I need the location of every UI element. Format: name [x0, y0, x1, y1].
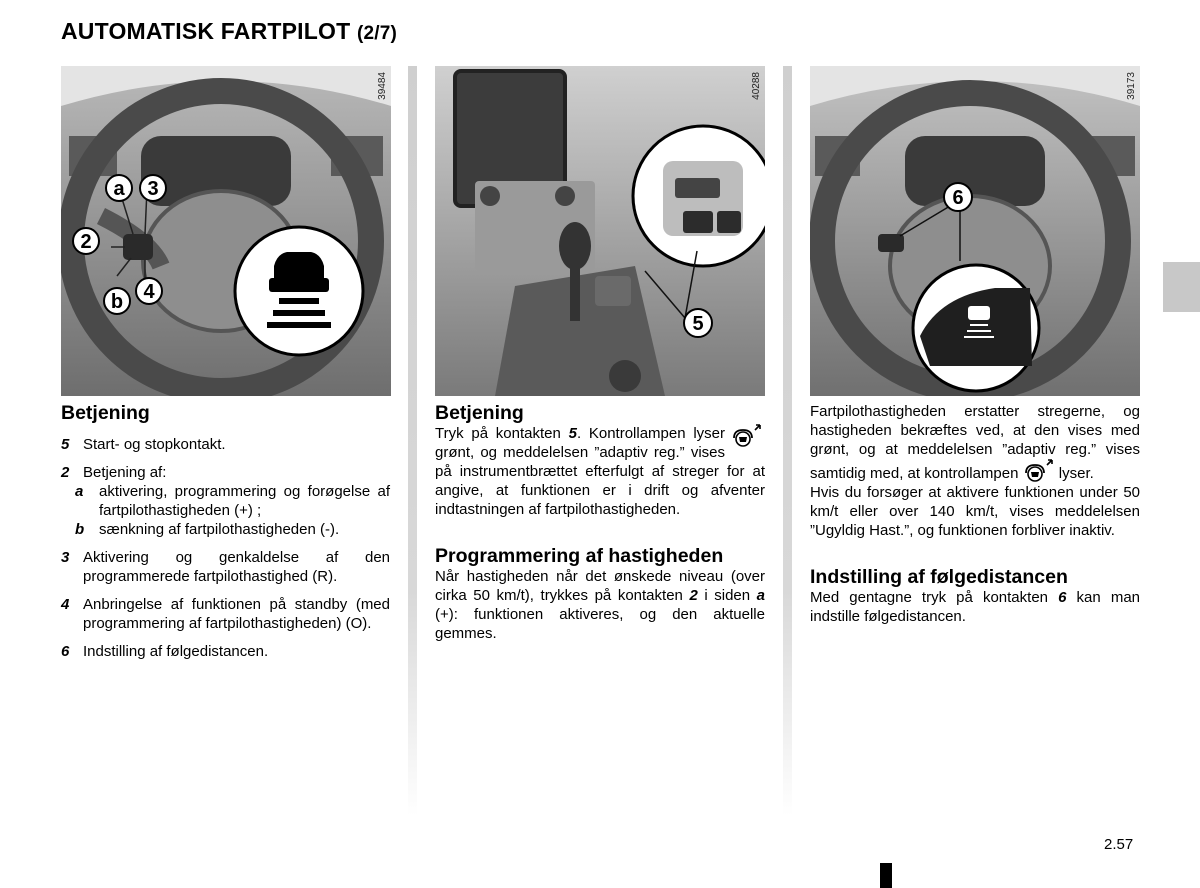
- list-item: 3 Aktivering og genkaldelse af den programmerede fartpilothastighed (R).: [61, 549, 390, 585]
- list-item: 4 Anbringelse af funktionen på standby (med programmering af fartpilothastigheden) (O).: [61, 596, 390, 632]
- svg-text:a: a: [113, 178, 125, 200]
- callout-6: [944, 183, 972, 211]
- figure-code: 39173: [1126, 72, 1137, 100]
- page-title: [61, 18, 397, 45]
- list-item: 6 Indstilling af følgedistancen.: [61, 643, 269, 660]
- figure-steering-wheel-controls: [61, 66, 391, 396]
- console-switch-zoom: [633, 126, 765, 266]
- footer-mark: [880, 863, 892, 888]
- svg-text:6: 6: [952, 187, 964, 209]
- figure-code: 39484: [377, 72, 388, 100]
- list-item: 2 Betjening af: a aktivering, programmering og forøgelse af fartpilothastigheden (+) ; b sænkning af fartpilothastigheden (-).: [61, 464, 390, 538]
- callout-2: [73, 228, 99, 254]
- column-divider-1: [408, 66, 417, 816]
- svg-text:b: b: [110, 291, 124, 313]
- paragraph: Med gentagne tryk på kontakten 6 kan man indstille følgedistancen.: [810, 589, 1141, 625]
- paragraph: Tryk på kontakten 5. Kontrollampen lyser grønt, og meddelelsen ”adaptiv reg.” vises på instrumentbrættet efterfulgt af streger for at angive, at funktionen er i drift og afventer indtastningen af fartpilothastigheden.: [435, 425, 765, 518]
- sub-item: a aktivering, programmering og forøgelse af fartpilothastigheden (+) ;: [75, 483, 390, 519]
- page-number: 2.57: [1104, 836, 1134, 853]
- sub-item: b sænkning af fartpilothastigheden (-).: [75, 521, 340, 538]
- column-3: [810, 402, 1140, 626]
- callout-5: [684, 309, 712, 337]
- cruise-control-lamp-icon: [1023, 459, 1055, 483]
- svg-text:5: 5: [692, 313, 704, 335]
- column-divider-2: [783, 66, 792, 816]
- cruise-control-lamp-icon: [731, 424, 763, 448]
- column-1: [61, 402, 390, 670]
- column-2: [435, 402, 765, 643]
- figure-code: 40288: [751, 72, 762, 100]
- section-heading: Programmering af hastigheden: [435, 545, 724, 567]
- section-heading: Betjening: [61, 402, 150, 424]
- svg-text:4: 4: [143, 281, 155, 303]
- callout-4: [136, 278, 162, 304]
- callout-3: [140, 175, 166, 201]
- svg-text:2: 2: [80, 231, 92, 253]
- figure-center-console: [435, 66, 765, 396]
- paragraph: Når hastigheden når det ønskede niveau (over cirka 50 km/t), trykkes på kontakten 2 i siden a (+): funktionen aktiveres, og den aktuelle gemmes.: [435, 568, 765, 642]
- paragraph: Fartpilothastigheden erstatter stregerne, og hastigheden bekræftes ved, at den vises med grønt, og at meddelelsen ”adaptiv reg.” vises samtidig med, at kontrollampen lyser.: [810, 403, 1140, 482]
- paragraph: Hvis du forsøger at aktivere funktionen under 50 km/t eller over 140 km/t, vises meddelelsen ”Ugyldig Hast.”, og funktionen forbliver inaktiv.: [810, 484, 1140, 539]
- list-item: 5 Start- og stopkontakt.: [61, 436, 226, 453]
- section-heading: Indstilling af følgedistancen: [810, 566, 1068, 588]
- title-text: AUTOMATISK FARTPILOT: [61, 18, 351, 44]
- section-heading: Betjening: [435, 402, 524, 424]
- callout-a: [106, 175, 132, 201]
- callout-b: [104, 288, 130, 314]
- distance-button-zoom: [913, 265, 1039, 391]
- svg-text:3: 3: [147, 178, 159, 200]
- figure-distance-button: [810, 66, 1140, 396]
- thumb-tab: [1163, 262, 1200, 312]
- title-part: (2/7): [356, 23, 398, 44]
- adaptive-cruise-icon: [235, 227, 363, 355]
